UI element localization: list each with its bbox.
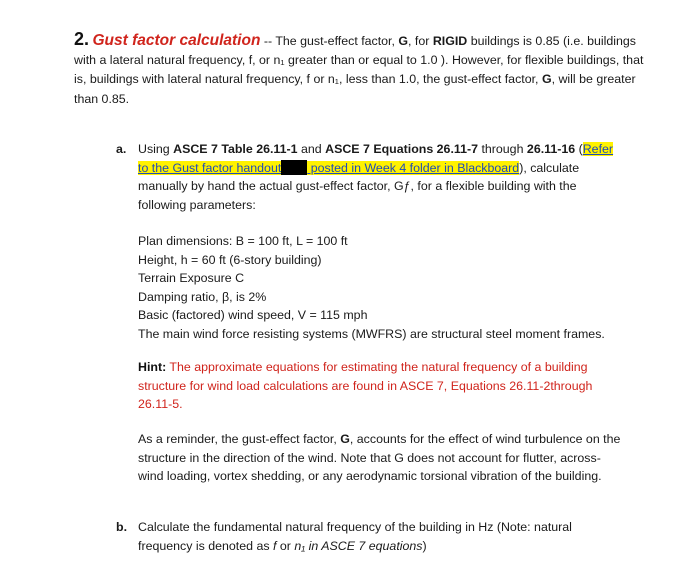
symbol-f: f xyxy=(273,538,277,553)
param-height: Height, h = 60 ft (6-story building) xyxy=(138,252,322,267)
question-text: , will be greater than 0.85. xyxy=(74,72,636,106)
part-b-label: b. xyxy=(116,520,128,534)
part-a xyxy=(116,140,626,214)
part-a-text-run: Using xyxy=(138,142,174,156)
part-a-text-run: and xyxy=(297,142,326,156)
param-wind-speed: Basic (factored) wind speed, V = 115 mph xyxy=(138,308,368,323)
param-plan-dimensions: Plan dimensions: B = 100 ft, L = 100 ft xyxy=(138,234,348,248)
hint-label: Hint: xyxy=(138,360,167,374)
symbol-n1: n₁ in ASCE 7 equations xyxy=(294,538,423,553)
redaction-box xyxy=(281,160,307,175)
part-b xyxy=(116,518,626,555)
reminder-paragraph xyxy=(138,430,623,486)
question-text: buildings is 0.85 (i.e. buildings with a lateral natural frequency, f, or n₁ greater than or equal to 1.0 ). However, for flexible buildings, that is, buildings with lateral natural frequency, f or n₁, less than 1.0, the gust-effect factor, xyxy=(74,34,644,87)
part-b-text-run: ) xyxy=(422,538,427,553)
question-title: Gust factor calculation xyxy=(92,32,261,49)
part-b-text xyxy=(138,518,626,555)
handout-link[interactable]: Refer to the Gust factor handout xyxy=(138,142,614,175)
hint-block xyxy=(138,358,618,414)
blackboard-link[interactable]: posted in Week 4 folder in Blackboard xyxy=(307,160,520,175)
question-2 xyxy=(74,30,654,109)
part-a-label: a. xyxy=(116,142,127,156)
question-text: , for xyxy=(408,34,433,48)
param-exposure: Terrain Exposure C xyxy=(138,271,245,286)
reminder-g-symbol: G xyxy=(340,432,350,446)
part-a-text-run: ( xyxy=(575,142,583,156)
ref-equation-end: 26.11-16 xyxy=(526,142,576,156)
ref-equation-start: ASCE 7 Equations 26.11-7 xyxy=(325,142,478,156)
question-number: 2. xyxy=(74,29,90,49)
param-damping: Damping ratio, β, is 2% xyxy=(138,289,267,304)
part-a-text-run: through xyxy=(478,142,527,156)
part-b-text-run: or xyxy=(276,538,295,553)
question-g-symbol: G xyxy=(398,34,409,48)
reminder-text: As a reminder, the gust-effect factor, xyxy=(138,432,341,446)
reminder-text: , accounts for the effect of wind turbulence on the structure in the direction of the wind. Note that G does not account for flutter, across-wind loading, vortex shedding, or any aerodynamic torsional vibration of the building. xyxy=(138,432,621,484)
part-b-text-run: Calculate the fundamental natural frequency of the building in Hz (Note: natural frequency is denoted as xyxy=(138,520,572,553)
part-a-text xyxy=(138,140,626,214)
question-g-symbol: G xyxy=(541,72,552,87)
param-mwfrs: The main wind force resisting systems (MWFRS) are structural steel moment frames. xyxy=(138,326,605,341)
hint-text: The approximate equations for estimating the natural frequency of a building structure for wind load calculations are found in ASCE 7, Equations 26.11-2through 26.11-5. xyxy=(138,360,593,412)
parameter-list xyxy=(138,232,605,344)
part-a-text-run: ), calculate manually by hand the actual gust-effect factor, Gƒ, for a flexible building with the following parameters: xyxy=(138,160,580,212)
ref-table: ASCE 7 Table 26.11-1 xyxy=(173,142,298,156)
question-text: -- The gust-effect factor, xyxy=(260,34,399,48)
question-rigid: RIGID xyxy=(432,34,468,48)
